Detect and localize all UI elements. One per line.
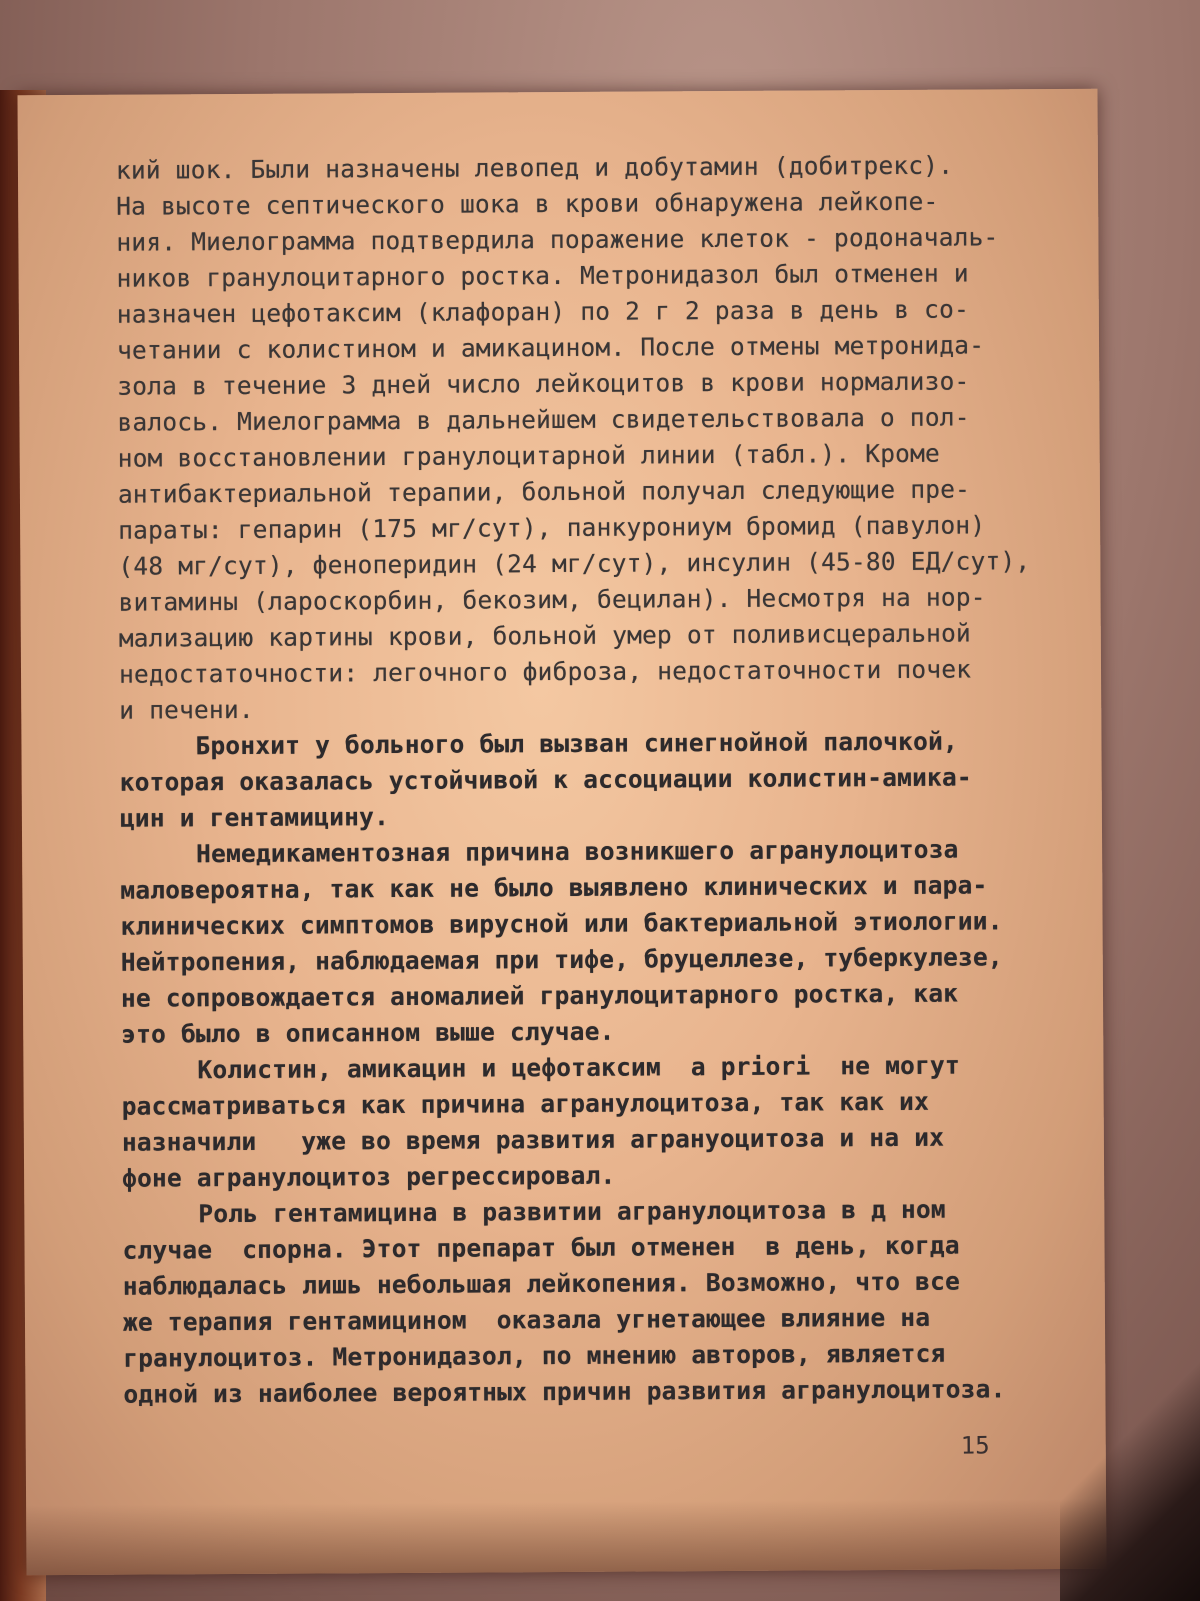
page-number: 15 [960, 1431, 990, 1460]
text-line: цин и гентамицину. [119, 802, 390, 833]
table-shadow [1060, 1341, 1200, 1601]
text-line: наблюдалась лишь небольшая лейкопения. Возможно, что все [122, 1266, 961, 1301]
text-line: фоне агранулоцитоз регрессировал. [122, 1160, 616, 1193]
text-line: которая оказалась устойчивой к ассоциации колистин-амика- [119, 762, 972, 797]
text-line: (48 мг/сут), феноперидин (24 мг/сут), инсулин (45-80 ЕД/сут), [118, 546, 1031, 581]
text-line: зола в течение 3 дней число лейкоцитов в крови нормализо- [117, 366, 970, 401]
text-line: Колистин, амикацин и цефотаксим a priori не могут [197, 1050, 960, 1085]
text-line: клинических симптомов вирусной или бактериальной этиологии. [120, 906, 1003, 941]
text-line: Бронхит у больного был вызван синегнойной палочкой, [195, 726, 959, 761]
text-line: гранулоцитоз. Метронидазол, по мнению авторов, является [123, 1338, 946, 1373]
text-line: Роль гентамицина в развитии агранулоцитоза в д ном [198, 1194, 946, 1229]
paragraph-2 [119, 723, 1050, 837]
text-line: одной из наиболее вероятных причин развития агранулоцитоза. [123, 1374, 1006, 1409]
book-page [17, 89, 1106, 1576]
text-line: антибактериальной терапии, больной получал следующие пре- [117, 474, 971, 509]
text-line: назначен цефотаксим (клафоран) по 2 г 2 раза в день в со- [116, 294, 970, 329]
text-line: Нейтропения, наблюдаемая при тифе, бруцеллезе, туберкулезе, [120, 942, 1003, 977]
text-line: кий шок. Были назначены левопед и добутамин (добитрекс). [115, 150, 954, 185]
text-line: витамины (лароскорбин, бекозим, бецилан). Несмотря на нор- [118, 582, 986, 617]
text-line: ников гранулоцитарного ростка. Метронидазол был отменен и [116, 258, 969, 293]
text-line: назначили уже во время развития агрануоцитоза и на их [121, 1122, 945, 1157]
text-line: рассматриваться как причина агранулоцитоза, так как их [121, 1086, 930, 1121]
text-line: маловероятна, так как не было выявлено клинических и пара- [120, 870, 988, 905]
text-line: недостаточности: легочного фиброза, недостаточности почек [118, 654, 972, 689]
text-line: мализацию картины крови, больной умер от поливисцеральной [118, 618, 972, 653]
text-line: и печени. [119, 694, 254, 725]
text-line: не сопровождается аномалией гранулоцитарного ростка, как [120, 978, 959, 1013]
paragraph-1 [116, 147, 1050, 729]
text-line: же терапия гентамицином оказала угнетающее влияние на [122, 1302, 931, 1337]
text-line: валось. Миелограмма в дальнейшем свидетельствовала о пол- [117, 402, 970, 437]
text-line: случае спорна. Этот препарат был отменен в день, когда [122, 1230, 960, 1265]
text-line: четании с колистином и амикацином. После отмены метронида- [116, 330, 985, 365]
text-line: параты: гепарин (175 мг/сут), панкурониум бромид (павулон) [118, 510, 986, 545]
text-line: ном восстановлении гранулоцитарной линии (табл.). Кроме [117, 438, 941, 473]
text-line: На высоте септического шока в крови обнаружена лейкопе- [116, 186, 939, 221]
text-line: Немедикаментозная причина возникшего агранулоцитоза [196, 834, 959, 869]
paragraph-3 [120, 831, 1051, 1053]
paragraph-5 [122, 1191, 1053, 1413]
page-text [116, 147, 1054, 1413]
text-line: это было в описанном выше случае. [121, 1016, 615, 1049]
text-line: ния. Миелограмма подтвердила поражение клеток - родоначаль- [116, 222, 999, 257]
paragraph-4 [121, 1047, 1052, 1197]
